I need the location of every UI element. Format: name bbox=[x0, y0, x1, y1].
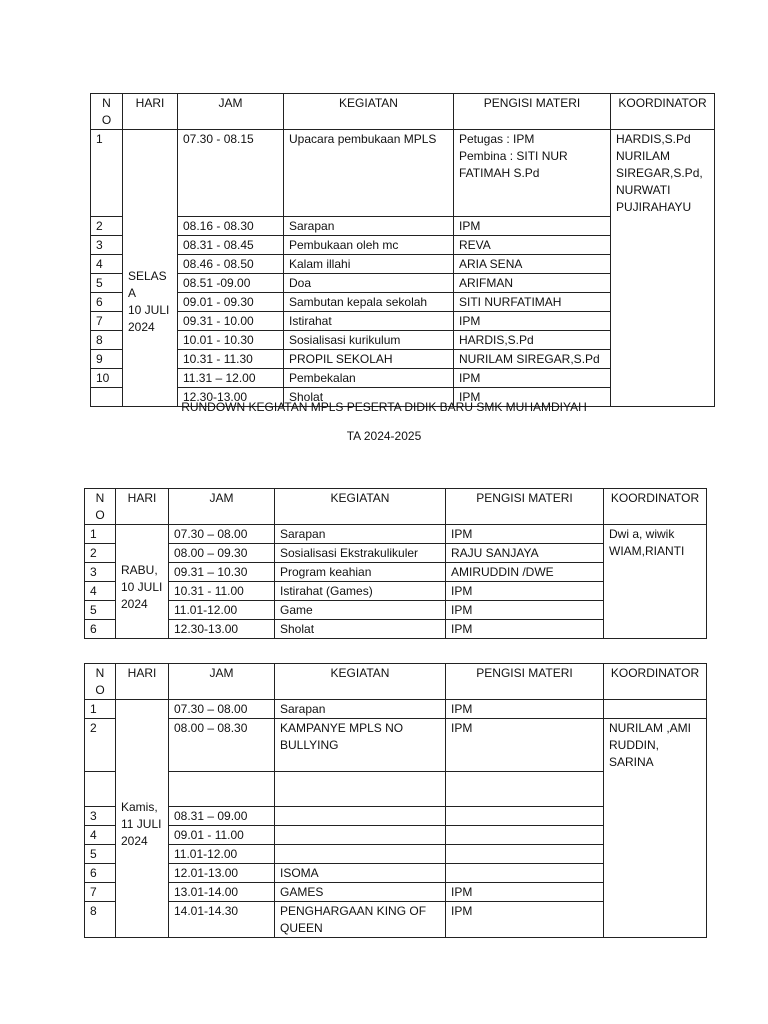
cell-pengisi-materi-text: IPM bbox=[451, 527, 473, 541]
table-header-row bbox=[85, 489, 707, 525]
cell-kegiatan bbox=[284, 350, 454, 369]
cell-kegiatan-text: Pembekalan bbox=[289, 371, 356, 385]
cell-no-text: 5 bbox=[96, 276, 103, 290]
cell-no bbox=[85, 582, 116, 601]
schedule-table-selasa bbox=[90, 93, 715, 407]
cell-kegiatan bbox=[275, 864, 446, 883]
cell-pengisi-materi bbox=[446, 826, 604, 845]
cell-jam-text: 09.01 - 11.00 bbox=[174, 828, 244, 842]
header-jam bbox=[178, 94, 284, 130]
cell-no-text: 3 bbox=[90, 809, 97, 823]
cell-kegiatan bbox=[284, 255, 454, 274]
cell-jam-text: 11.31 – 12.00 bbox=[183, 371, 256, 385]
cell-kegiatan bbox=[284, 236, 454, 255]
cell-jam bbox=[178, 274, 284, 293]
cell-pengisi-materi-text: IPM bbox=[451, 702, 473, 716]
header-jam bbox=[169, 489, 275, 525]
cell-pengisi-materi bbox=[454, 350, 611, 369]
schedule-table-rabu bbox=[84, 488, 707, 639]
cell-no bbox=[85, 544, 116, 563]
cell-jam bbox=[169, 601, 275, 620]
koordinator-text: Dwi a, wiwik bbox=[609, 527, 675, 541]
cell-jam bbox=[178, 350, 284, 369]
cell-jam bbox=[169, 883, 275, 902]
cell-jam-text: 10.01 - 10.30 bbox=[183, 333, 254, 347]
cell-jam-text: 09.31 – 10.30 bbox=[174, 565, 248, 579]
cell-kegiatan-text: Program keahian bbox=[280, 565, 372, 579]
day-text: 2024 bbox=[121, 597, 148, 611]
cell-jam-text: 08.00 – 08.30 bbox=[174, 721, 248, 735]
cell-jam bbox=[178, 130, 284, 217]
cell-pengisi-materi-text: AMIRUDDIN /DWE bbox=[451, 565, 554, 579]
table-row bbox=[85, 719, 707, 772]
header-koordinator bbox=[604, 664, 707, 700]
cell-hari bbox=[116, 525, 169, 639]
header-pengisi-materi bbox=[454, 94, 611, 130]
cell-pengisi-materi bbox=[446, 864, 604, 883]
header-koordinator-text: KOORDINATOR bbox=[610, 491, 700, 505]
cell-no-text: 2 bbox=[90, 546, 97, 560]
cell-kegiatan bbox=[275, 883, 446, 902]
cell-kegiatan-text: Sarapan bbox=[280, 702, 326, 716]
cell-no-text: 3 bbox=[96, 238, 103, 252]
cell-kegiatan-text: Sholat bbox=[289, 390, 324, 404]
cell-no bbox=[85, 807, 116, 826]
header-jam bbox=[169, 664, 275, 700]
cell-jam-text: 14.01-14.30 bbox=[174, 904, 239, 918]
cell-pengisi-materi bbox=[446, 563, 604, 582]
cell-jam-text: 08.51 -09.00 bbox=[183, 276, 251, 290]
cell-jam bbox=[169, 864, 275, 883]
cell-pengisi-materi-text: ARIFMAN bbox=[459, 276, 513, 290]
table-header-row bbox=[91, 94, 715, 130]
cell-jam-text: 07.30 – 08.00 bbox=[174, 527, 248, 541]
koordinator-text: SARINA bbox=[609, 755, 654, 769]
cell-kegiatan bbox=[275, 807, 446, 826]
cell-kegiatan-text: Sosialisasi Ekstrakulikuler bbox=[280, 546, 419, 560]
cell-pengisi-materi-text: HARDIS,S.Pd bbox=[459, 333, 534, 347]
cell-pengisi-materi-text: IPM bbox=[451, 904, 473, 918]
cell-kegiatan bbox=[275, 525, 446, 544]
header-jam-text: JAM bbox=[209, 491, 234, 505]
cell-kegiatan bbox=[275, 719, 446, 772]
document-title-line2: TA 2024-2025 bbox=[346, 429, 422, 443]
cell-jam bbox=[169, 563, 275, 582]
cell-jam bbox=[169, 772, 275, 807]
koordinator-text: PUJIRAHAYU bbox=[616, 200, 692, 214]
cell-koordinator bbox=[611, 130, 715, 407]
cell-kegiatan-text: PROPIL SEKOLAH bbox=[289, 352, 393, 366]
cell-pengisi-materi bbox=[446, 700, 604, 719]
cell-jam-text: 09.31 - 10.00 bbox=[183, 314, 254, 328]
cell-jam bbox=[178, 236, 284, 255]
cell-no-text: 5 bbox=[90, 847, 97, 861]
document-title bbox=[0, 399, 768, 416]
day-text: 10 JULI bbox=[121, 580, 163, 594]
header-no bbox=[85, 489, 116, 525]
cell-pengisi-materi bbox=[446, 582, 604, 601]
cell-kegiatan-text: Pembukaan oleh mc bbox=[289, 238, 399, 252]
cell-no bbox=[85, 525, 116, 544]
cell-no bbox=[91, 130, 123, 217]
cell-pengisi-materi bbox=[446, 845, 604, 864]
koordinator-text: WIAM,RIANTI bbox=[609, 544, 685, 558]
cell-no bbox=[85, 883, 116, 902]
header-pengisi-materi bbox=[446, 664, 604, 700]
cell-jam bbox=[178, 312, 284, 331]
cell-kegiatan bbox=[275, 563, 446, 582]
schedule-table-kamis bbox=[84, 663, 707, 938]
header-kegiatan bbox=[275, 664, 446, 700]
koordinator-text: NURILAM bbox=[616, 149, 671, 163]
cell-kegiatan-text: Doa bbox=[289, 276, 312, 290]
header-pengisi-materi-text: PENGISI MATERI bbox=[476, 666, 573, 680]
koordinator-text: SIREGAR,S.Pd, bbox=[616, 166, 703, 180]
day-text: 2024 bbox=[128, 320, 155, 334]
cell-kegiatan bbox=[284, 369, 454, 388]
table-row bbox=[85, 700, 707, 719]
cell-pengisi-materi bbox=[454, 331, 611, 350]
cell-kegiatan bbox=[284, 274, 454, 293]
cell-kegiatan bbox=[284, 312, 454, 331]
cell-no-text: 2 bbox=[90, 721, 97, 735]
header-no-text: O bbox=[101, 113, 112, 127]
header-no-text: O bbox=[95, 508, 105, 522]
cell-no-text: 2 bbox=[96, 219, 103, 233]
cell-jam-text: 08.00 – 09.30 bbox=[174, 546, 248, 560]
cell-no-text: 4 bbox=[90, 584, 97, 598]
cell-no bbox=[91, 255, 123, 274]
cell-pengisi-materi-text: Petugas : IPM bbox=[459, 132, 535, 146]
cell-kegiatan-text: Sarapan bbox=[289, 219, 335, 233]
cell-pengisi-materi-text: IPM bbox=[451, 721, 473, 735]
cell-pengisi-materi bbox=[454, 369, 611, 388]
cell-kegiatan bbox=[284, 217, 454, 236]
cell-hari bbox=[116, 700, 169, 938]
cell-pengisi-materi bbox=[446, 525, 604, 544]
cell-kegiatan-text: Sholat bbox=[280, 622, 315, 636]
cell-jam-text: 12.01-13.00 bbox=[174, 866, 239, 880]
cell-no bbox=[91, 274, 123, 293]
cell-pengisi-materi bbox=[446, 719, 604, 772]
cell-pengisi-materi bbox=[446, 902, 604, 938]
cell-no-text: 1 bbox=[90, 527, 97, 541]
cell-pengisi-materi-text: SITI NURFATIMAH bbox=[459, 295, 562, 309]
cell-pengisi-materi bbox=[446, 807, 604, 826]
cell-jam-text: 07.30 – 08.00 bbox=[174, 702, 248, 716]
header-hari bbox=[116, 489, 169, 525]
cell-pengisi-materi bbox=[454, 293, 611, 312]
cell-no bbox=[85, 620, 116, 639]
cell-no-text: 10 bbox=[96, 371, 110, 385]
cell-kegiatan bbox=[275, 826, 446, 845]
cell-pengisi-materi bbox=[446, 601, 604, 620]
cell-pengisi-materi-text: IPM bbox=[451, 584, 473, 598]
cell-jam-text: 08.31 – 09.00 bbox=[174, 809, 248, 823]
cell-no-text: 1 bbox=[96, 132, 103, 146]
cell-no bbox=[91, 331, 123, 350]
header-hari-text: HARI bbox=[127, 666, 157, 680]
cell-kegiatan bbox=[284, 331, 454, 350]
cell-no-text: 3 bbox=[90, 565, 97, 579]
cell-jam bbox=[178, 217, 284, 236]
header-hari bbox=[123, 94, 178, 130]
table-row bbox=[85, 525, 707, 544]
cell-kegiatan-text: QUEEN bbox=[280, 921, 323, 935]
cell-jam bbox=[169, 845, 275, 864]
cell-pengisi-materi-text: IPM bbox=[451, 603, 473, 617]
cell-pengisi-materi bbox=[454, 255, 611, 274]
cell-no bbox=[91, 350, 123, 369]
cell-pengisi-materi-text: IPM bbox=[451, 885, 473, 899]
cell-pengisi-materi-text: IPM bbox=[451, 622, 473, 636]
cell-no-text: 6 bbox=[96, 295, 103, 309]
cell-jam-text: 10.31 - 11.00 bbox=[174, 584, 244, 598]
koordinator-text: NURILAM ,AMI bbox=[609, 721, 692, 735]
cell-koordinator bbox=[604, 719, 707, 938]
cell-pengisi-materi-text: RAJU SANJAYA bbox=[451, 546, 539, 560]
cell-kegiatan-text: KAMPANYE MPLS NO bbox=[280, 721, 404, 735]
cell-jam bbox=[169, 544, 275, 563]
cell-no-text: 9 bbox=[96, 352, 103, 366]
header-no-text: N bbox=[95, 666, 105, 680]
header-no-text: N bbox=[102, 96, 111, 110]
cell-pengisi-materi bbox=[454, 236, 611, 255]
cell-no-text: 7 bbox=[96, 314, 103, 328]
header-pengisi-materi-text: PENGISI MATERI bbox=[476, 491, 573, 505]
cell-pengisi-materi-text: Pembina : SITI NUR bbox=[459, 149, 568, 163]
cell-jam bbox=[169, 700, 275, 719]
cell-no-text: 1 bbox=[90, 702, 97, 716]
cell-pengisi-materi-text: IPM bbox=[459, 390, 481, 404]
header-pengisi-materi-text: PENGISI MATERI bbox=[483, 96, 581, 110]
header-no bbox=[85, 664, 116, 700]
cell-jam-text: 12.30-13.00 bbox=[174, 622, 239, 636]
cell-jam-text: 07.30 - 08.15 bbox=[183, 132, 254, 146]
cell-kegiatan bbox=[275, 845, 446, 864]
day-text: 2024 bbox=[121, 834, 148, 848]
header-kegiatan-text: KEGIATAN bbox=[339, 96, 398, 110]
cell-jam bbox=[169, 902, 275, 938]
cell-jam bbox=[178, 331, 284, 350]
cell-pengisi-materi bbox=[454, 312, 611, 331]
cell-pengisi-materi-text: IPM bbox=[459, 371, 481, 385]
cell-kegiatan bbox=[275, 902, 446, 938]
cell-kegiatan-text: Sarapan bbox=[280, 527, 326, 541]
header-kegiatan bbox=[284, 94, 454, 130]
cell-pengisi-materi bbox=[446, 620, 604, 639]
header-koordinator-text: KOORDINATOR bbox=[610, 666, 700, 680]
cell-no bbox=[91, 312, 123, 331]
cell-no bbox=[85, 826, 116, 845]
cell-jam-text: 11.01-12.00 bbox=[174, 603, 238, 617]
document-subtitle bbox=[0, 428, 768, 445]
table-header-row bbox=[85, 664, 707, 700]
cell-kegiatan-text: Upacara pembukaan MPLS bbox=[289, 132, 437, 146]
cell-no-text: 5 bbox=[90, 603, 97, 617]
cell-no bbox=[85, 563, 116, 582]
header-no-text: N bbox=[95, 491, 105, 505]
cell-jam bbox=[178, 255, 284, 274]
cell-no bbox=[85, 719, 116, 772]
cell-koordinator bbox=[604, 525, 707, 639]
cell-no bbox=[85, 845, 116, 864]
cell-no-text: 6 bbox=[90, 866, 97, 880]
cell-pengisi-materi bbox=[454, 130, 611, 217]
cell-jam-text: 12.30-13.00 bbox=[183, 390, 248, 404]
cell-pengisi-materi-text: NURILAM SIREGAR,S.Pd bbox=[459, 352, 600, 366]
cell-no bbox=[85, 601, 116, 620]
koordinator-text: NURWATI bbox=[616, 183, 671, 197]
cell-pengisi-materi bbox=[454, 274, 611, 293]
cell-pengisi-materi-text: IPM bbox=[459, 314, 481, 328]
cell-kegiatan bbox=[275, 544, 446, 563]
cell-kegiatan-text: PENGHARGAAN KING OF bbox=[280, 904, 427, 918]
cell-kegiatan bbox=[275, 582, 446, 601]
cell-jam bbox=[169, 807, 275, 826]
cell-kegiatan-text: Sosialisasi kurikulum bbox=[289, 333, 401, 347]
cell-no bbox=[85, 864, 116, 883]
header-jam-text: JAM bbox=[209, 666, 234, 680]
cell-jam bbox=[169, 719, 275, 772]
cell-pengisi-materi bbox=[446, 883, 604, 902]
cell-kegiatan-text: Istirahat (Games) bbox=[280, 584, 373, 598]
day-text: 10 JULI bbox=[128, 303, 170, 317]
cell-jam bbox=[178, 369, 284, 388]
cell-no-text: 8 bbox=[96, 333, 103, 347]
header-hari-text: HARI bbox=[135, 96, 165, 110]
header-pengisi-materi bbox=[446, 489, 604, 525]
header-kegiatan bbox=[275, 489, 446, 525]
cell-jam-text: 10.31 - 11.30 bbox=[183, 352, 253, 366]
cell-kegiatan bbox=[284, 130, 454, 217]
cell-hari bbox=[123, 130, 178, 407]
day-text: 11 JULI bbox=[121, 817, 162, 831]
cell-jam-text: 11.01-12.00 bbox=[174, 847, 238, 861]
cell-kegiatan-text: Istirahat bbox=[289, 314, 332, 328]
cell-jam bbox=[169, 620, 275, 639]
header-kegiatan-text: KEGIATAN bbox=[330, 666, 390, 680]
header-no bbox=[91, 94, 123, 130]
cell-kegiatan-text: BULLYING bbox=[280, 738, 339, 752]
cell-jam bbox=[169, 525, 275, 544]
cell-jam bbox=[169, 826, 275, 845]
cell-kegiatan-text: Kalam illahi bbox=[289, 257, 351, 271]
cell-no-text: 4 bbox=[90, 828, 97, 842]
cell-kegiatan-text: Game bbox=[280, 603, 313, 617]
cell-no-text: 6 bbox=[90, 622, 97, 636]
cell-jam-text: 09.01 - 09.30 bbox=[183, 295, 254, 309]
cell-pengisi-materi-text: IPM bbox=[459, 219, 481, 233]
cell-kegiatan bbox=[275, 601, 446, 620]
header-hari bbox=[116, 664, 169, 700]
cell-no bbox=[85, 772, 116, 807]
cell-pengisi-materi bbox=[446, 544, 604, 563]
cell-no-text: 4 bbox=[96, 257, 103, 271]
cell-no bbox=[91, 236, 123, 255]
document-title-line1: RUNDOWN KEGIATAN MPLS PESERTA DIDIK BARU SMK MUHAMDIYAH bbox=[181, 400, 587, 414]
header-hari-text: HARI bbox=[127, 491, 157, 505]
day-text: RABU, bbox=[121, 563, 158, 577]
header-koordinator bbox=[604, 489, 707, 525]
cell-no bbox=[91, 369, 123, 388]
cell-kegiatan bbox=[284, 293, 454, 312]
cell-kegiatan-text: ISOMA bbox=[280, 866, 319, 880]
header-koordinator-text: KOORDINATOR bbox=[618, 96, 707, 110]
cell-no bbox=[91, 217, 123, 236]
header-no-text: O bbox=[95, 683, 105, 697]
cell-jam-text: 08.31 - 08.45 bbox=[183, 238, 254, 252]
cell-pengisi-materi bbox=[454, 217, 611, 236]
cell-no-text: 8 bbox=[90, 904, 97, 918]
cell-pengisi-materi-text: FATIMAH S.Pd bbox=[459, 166, 540, 180]
cell-jam bbox=[178, 293, 284, 312]
cell-jam-text: 08.16 - 08.30 bbox=[183, 219, 254, 233]
cell-kegiatan bbox=[275, 700, 446, 719]
koordinator-text: RUDDIN, bbox=[609, 738, 659, 752]
cell-no bbox=[91, 293, 123, 312]
cell-no bbox=[85, 902, 116, 938]
cell-kegiatan-text: Sambutan kepala sekolah bbox=[289, 295, 428, 309]
cell-pengisi-materi-text: ARIA SENA bbox=[459, 257, 523, 271]
cell-koordinator-empty bbox=[604, 700, 707, 719]
table-row bbox=[91, 130, 715, 217]
day-text: Kamis, bbox=[121, 800, 158, 814]
cell-pengisi-materi bbox=[446, 772, 604, 807]
cell-kegiatan bbox=[275, 620, 446, 639]
cell-kegiatan-text: GAMES bbox=[280, 885, 324, 899]
header-koordinator bbox=[611, 94, 715, 130]
cell-kegiatan bbox=[275, 772, 446, 807]
cell-pengisi-materi-text: REVA bbox=[459, 238, 491, 252]
header-jam-text: JAM bbox=[218, 96, 243, 110]
cell-jam bbox=[169, 582, 275, 601]
day-text: SELASA bbox=[128, 269, 167, 300]
cell-jam-text: 13.01-14.00 bbox=[174, 885, 239, 899]
cell-no bbox=[85, 700, 116, 719]
cell-no-text: 7 bbox=[90, 885, 97, 899]
header-kegiatan-text: KEGIATAN bbox=[330, 491, 390, 505]
koordinator-text: HARDIS,S.Pd bbox=[616, 132, 691, 146]
cell-jam-text: 08.46 - 08.50 bbox=[183, 257, 254, 271]
